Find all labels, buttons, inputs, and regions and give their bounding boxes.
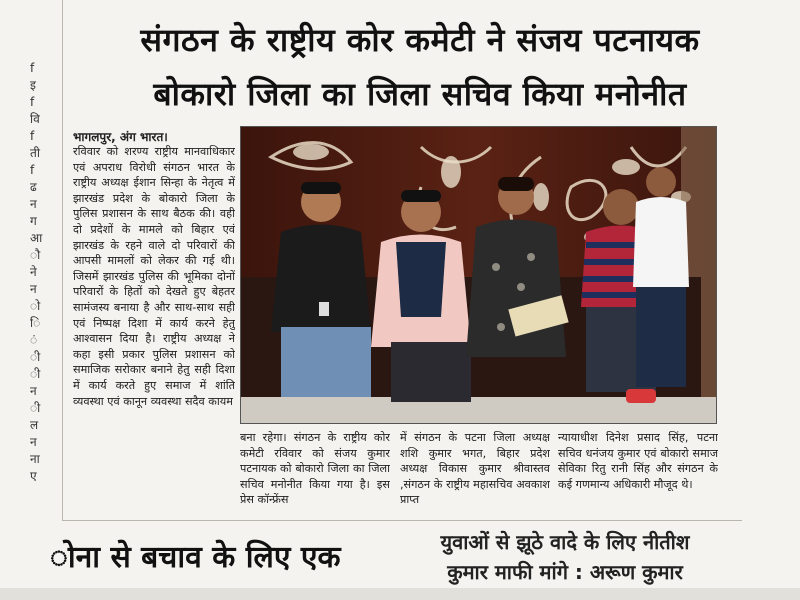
fragment-char: f	[30, 163, 35, 177]
fragment-char: ने	[30, 265, 37, 279]
fragment-char: f	[30, 95, 35, 109]
fragment-char: न	[30, 282, 37, 296]
fragment-char: ी	[30, 350, 41, 364]
dateline: भागलपुर, अंग भारत।	[73, 130, 168, 144]
fragment-char: ो	[30, 299, 41, 313]
fragment-char: इ	[30, 78, 36, 92]
fragment-char: वि	[30, 112, 40, 126]
headline-line-2: बोकारो जिला का जिला सचिव किया मनोनीत	[153, 75, 687, 113]
side-headline-line-2: कुमार माफी मांगे : अरूण कुमार	[447, 560, 683, 584]
section-divider	[62, 520, 742, 521]
adjacent-column-fragment	[30, 60, 52, 560]
fragment-char: ए	[30, 469, 37, 483]
article-column-4: न्यायाधीश दिनेश प्रसाद सिंह, पटना सचिव धनंजय कुमार एवं बोकारो समाज सेविका रितु रानी सिंह और संगठन के कई गणमान्य अधिकारी मौजूद थे।	[558, 431, 718, 491]
next-article-headline: ोना से बचाव के लिए एक	[50, 540, 341, 575]
fragment-char: f	[30, 61, 35, 75]
fragment-char: ी	[30, 367, 41, 381]
fragment-char: ौ	[30, 248, 41, 262]
fragment-char: ी	[30, 401, 41, 415]
fragment-char: f	[30, 129, 35, 143]
fragment-char: ि	[30, 316, 41, 330]
article-column-1: रविवार को शरण्य राष्ट्रीय मानवाधिकार एवं अपराध विरोधी संगठन भारत के राष्ट्रीय अध्यक्ष ईशान सिन्हा के नेतृत्व में झारखंड प्रदेश के बोकारो जिला के पुलिस प्रशासन के साथ बैठक की। वही दो प्रदेशों के मामले को बिहार एवं झारखंड के रहने वाले दो परिवारों की आपसी मामलों को लेकर की गई थी। जिसमें झारखंड पुलिस की भूमिका दोनों परिवारों के हितों को देखते हुए बेहतर सामंजस्य बनाया है और साथ-साथ सही एवं निष्पक्ष दिशा में कार्य करने हेतु आश्वासन दिया है। राष्ट्रीय अध्यक्ष ने कहा इसी प्रकार पुलिस प्रशासन को समाजिक सरोकार बनाने हेतु सही दिशा में कार्य करते हुए समाज में शांति व्यवस्था एवं कानून व्यवस्था सदैव कायम	[73, 145, 235, 408]
fragment-char: आ	[30, 231, 43, 245]
fragment-char: न	[30, 384, 37, 398]
fragment-char: ं	[30, 333, 38, 347]
side-headline-line-1: युवाओं से झूठे वादे के लिए नीतीश	[440, 530, 690, 554]
fragment-char: ना	[30, 452, 40, 466]
news-photo	[240, 126, 717, 424]
article-column-2: बना रहेगा। संगठन के राष्ट्रीय कोर कमेटी रविवार को संजय कुमार पटनायक को बोकारो जिला का जिला सचिव मनोनीत किया गया है। इस प्रेस कॉन्फ्रेंस	[240, 431, 390, 507]
fragment-char: ल	[30, 418, 39, 432]
fragment-char: न	[30, 435, 37, 449]
column-rule	[62, 0, 63, 520]
article-column-3: में संगठन के पटना जिला अध्यक्ष शशि कुमार भगत, बिहार प्रदेश अध्यक्ष विकास कुमार श्रीवास्तव ,संगठन के राष्ट्रीय महासचिव अवकाश प्राप्त	[400, 431, 550, 507]
headline-line-1: संगठन के राष्ट्रीय कोर कमेटी ने संजय पटनायक	[140, 21, 700, 59]
cut-off-strip	[0, 588, 800, 600]
fragment-char: न	[30, 197, 37, 211]
fragment-char: ती	[30, 146, 40, 160]
fragment-char: ढ	[30, 180, 37, 194]
fragment-char: ग	[30, 214, 37, 228]
